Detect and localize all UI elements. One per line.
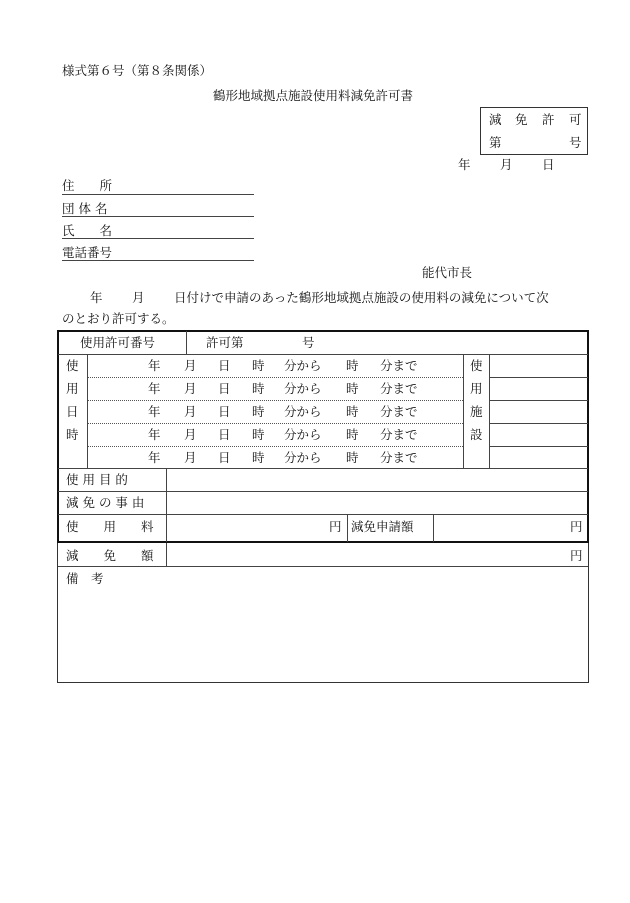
- field-group-line: [62, 216, 254, 217]
- facility-label-3: 施: [470, 404, 483, 419]
- row-divider-1: [58, 354, 588, 355]
- permit-box-char-2: 免: [515, 112, 528, 127]
- fee-label: 使 用 料: [66, 519, 154, 534]
- lower-table-border: [57, 543, 589, 683]
- field-group-label: 団 体 名: [62, 201, 108, 216]
- datetime-label-2: 用: [66, 381, 79, 396]
- dt-day: 日: [218, 358, 231, 373]
- request-value-divider: [433, 514, 434, 542]
- reduction-amount-yen: 円: [570, 548, 583, 563]
- date-month: 月: [500, 157, 513, 172]
- issuer-name: 能代市長: [422, 265, 473, 280]
- dt-day: 日: [218, 404, 231, 419]
- dotted-row-divider: [88, 446, 463, 447]
- dt-hour: 時: [252, 358, 265, 373]
- date-year: 年: [458, 157, 471, 172]
- facility-row-divider: [490, 400, 588, 401]
- body-month: 月: [132, 290, 145, 305]
- main-table-border: [57, 330, 589, 543]
- dt-year: 年: [148, 381, 161, 396]
- remarks-label: 備 考: [66, 571, 104, 586]
- dt-min-from: 分から: [284, 358, 322, 373]
- dt-hour-to: 時: [346, 381, 359, 396]
- row-divider-3: [58, 491, 588, 492]
- dt-hour: 時: [252, 381, 265, 396]
- remarks-divider: [58, 566, 588, 567]
- dt-min-from: 分から: [284, 404, 322, 419]
- dt-min-from: 分から: [284, 427, 322, 442]
- dt-day: 日: [218, 450, 231, 465]
- dt-year: 年: [148, 450, 161, 465]
- dt-month: 月: [184, 427, 197, 442]
- dt-month: 月: [184, 450, 197, 465]
- dotted-row-divider: [88, 423, 463, 424]
- datetime-label-4: 時: [66, 427, 79, 442]
- dt-min-to: 分まで: [380, 381, 418, 396]
- fee-yen: 円: [329, 519, 342, 534]
- reduction-amount-divider: [166, 543, 167, 566]
- usage-permit-number-label: 使用許可番号: [80, 335, 156, 350]
- field-phone-label: 電話番号: [62, 245, 113, 260]
- form-number: 様式第６号（第８条関係）: [62, 63, 213, 78]
- permit-box-char-3: 許: [542, 112, 555, 127]
- field-name-line: [62, 238, 254, 239]
- reduction-amount-label: 減 免 額: [66, 548, 154, 563]
- body-text-line2: のとおり許可する。: [62, 311, 175, 326]
- facility-row-divider: [490, 423, 588, 424]
- field-address-label: 住 所: [62, 178, 113, 193]
- fee-request-divider: [347, 514, 348, 542]
- document-title: 鶴形地域拠点施設使用料減免許可書: [213, 88, 414, 103]
- facility-label-divider: [489, 354, 490, 468]
- permit-box-dai: 第: [489, 135, 502, 150]
- purpose-label: 使 用 目 的: [66, 472, 128, 487]
- dt-hour-to: 時: [346, 358, 359, 373]
- body-year: 年: [90, 290, 103, 305]
- dt-month: 月: [184, 381, 197, 396]
- facility-label-4: 設: [470, 427, 483, 442]
- facility-left-divider: [463, 354, 464, 468]
- dt-min-from: 分から: [284, 450, 322, 465]
- purpose-divider: [166, 468, 167, 542]
- dt-min-to: 分まで: [380, 427, 418, 442]
- permit-no-suffix: 号: [302, 335, 315, 350]
- body-text-line1: 日付けで申請のあった鶴形地域拠点施設の使用料の減免について次: [174, 290, 549, 305]
- reduction-request-yen: 円: [570, 519, 583, 534]
- facility-label-1: 使: [470, 358, 483, 373]
- permit-box-char-4: 可: [569, 112, 582, 127]
- dt-day: 日: [218, 427, 231, 442]
- dt-hour: 時: [252, 404, 265, 419]
- dt-year: 年: [148, 404, 161, 419]
- row-divider-2: [58, 468, 588, 469]
- dt-min-to: 分まで: [380, 358, 418, 373]
- datetime-label-1: 使: [66, 358, 79, 373]
- field-address-line: [62, 194, 254, 195]
- facility-label-2: 用: [470, 381, 483, 396]
- dt-year: 年: [148, 427, 161, 442]
- permit-number-divider: [186, 331, 187, 354]
- dt-min-to: 分まで: [380, 404, 418, 419]
- date-day: 日: [542, 157, 555, 172]
- dt-day: 日: [218, 381, 231, 396]
- dt-hour-to: 時: [346, 404, 359, 419]
- dt-hour-to: 時: [346, 427, 359, 442]
- dt-year: 年: [148, 358, 161, 373]
- dotted-row-divider: [88, 377, 463, 378]
- dotted-row-divider: [88, 400, 463, 401]
- dt-hour-to: 時: [346, 450, 359, 465]
- reason-label: 減 免 の 事 由: [66, 495, 145, 510]
- dt-hour: 時: [252, 427, 265, 442]
- row-divider-4: [58, 514, 588, 515]
- datetime-label-divider: [87, 354, 88, 468]
- facility-row-divider: [490, 446, 588, 447]
- datetime-label-3: 日: [66, 404, 79, 419]
- dt-hour: 時: [252, 450, 265, 465]
- field-phone-line: [62, 260, 254, 261]
- reduction-request-label: 減免申請額: [351, 519, 414, 534]
- permit-box-go: 号: [569, 135, 582, 150]
- permit-no-prefix: 許可第: [206, 335, 244, 350]
- facility-row-divider: [490, 377, 588, 378]
- dt-min-to: 分まで: [380, 450, 418, 465]
- dt-month: 月: [184, 358, 197, 373]
- dt-month: 月: [184, 404, 197, 419]
- dt-min-from: 分から: [284, 381, 322, 396]
- field-name-label: 氏 名: [62, 223, 113, 238]
- permit-box-char-1: 減: [489, 112, 502, 127]
